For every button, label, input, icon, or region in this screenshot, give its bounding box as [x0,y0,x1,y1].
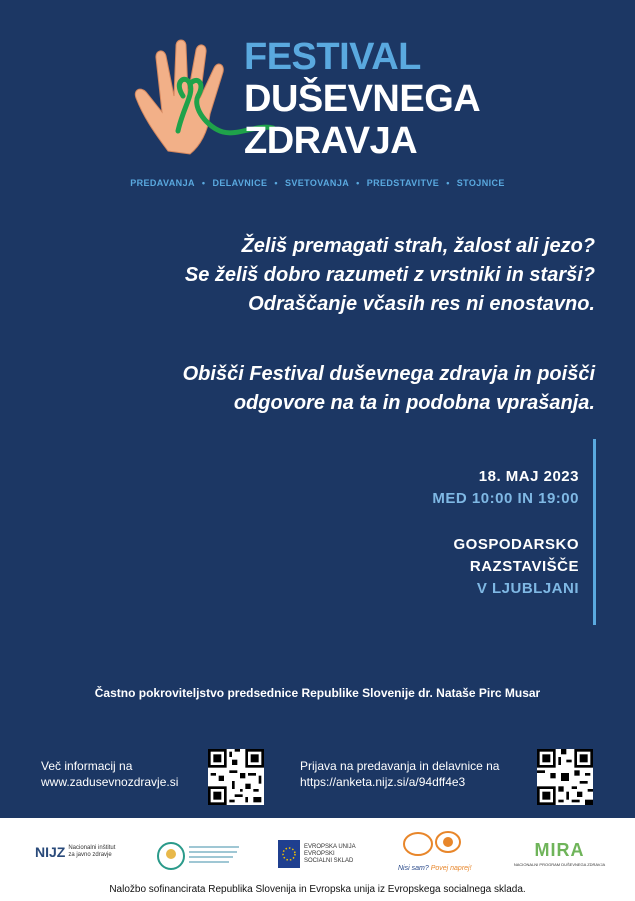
title-festival: FESTIVAL [244,36,421,78]
funding-note: Naložbo sofinancirata Republika Slovenija in Evropska unija iz Evropskega socialnega sklada. [109,884,526,895]
category-list [0,178,635,188]
more-info [41,758,178,790]
intro-line: Želiš premagati strah, žalost ali jezo? [241,235,595,257]
title-zdravja: ZDRAVJA [244,120,418,162]
more-info-url[interactable]: www.zadusevnozdravje.si [41,775,179,789]
ministry-logo-icon [155,840,245,876]
category-delavnice: DELAVNICE [212,178,268,188]
category-separator: • [201,178,206,188]
venue-line3: V LJUBLJANI [476,580,579,597]
nijz-logo [35,844,115,884]
nisi-sam-text: Nisi sam? [398,865,429,872]
intro-invitation [35,360,595,418]
nijz-name-line1: Nacionalni inštitut [68,845,116,851]
venue-line1: GOSPODARSKO [453,536,579,553]
event-time: MED 10:00 IN 19:00 [432,490,579,507]
eu-flag-icon [278,840,300,868]
category-stojnice: STOJNICE [456,178,505,188]
mira-subtitle: NACIONALNI PROGRAM DUŠEVNEGA ZDRAVJA [513,862,606,867]
eu-text-line1: EVROPSKA UNIJA [304,844,356,850]
intro-line: Se želiš dobro razumeti z vrstniki in starši? [184,264,595,286]
eu-logo [278,840,356,880]
invite-line: odgovore na ta in podobna vprašanja. [233,392,595,414]
venue-line2: RAZSTAVIŠČE [469,558,579,575]
mira-logo [512,840,607,880]
eu-text-line3: SOCIALNI SKLAD [304,858,354,864]
nijz-name-line2: za javno zdravje [68,852,112,858]
category-separator: • [446,178,450,188]
category-predstavitve: PREDSTAVITVE [366,178,440,188]
category-separator: • [356,178,360,188]
patronage-text: Častno pokroviteljstvo predsednice Republike Slovenije dr. Nataše Pirc Musar [94,686,541,700]
povej-naprej-text: Povej naprej! [430,865,472,872]
category-svetovanja: SVETOVANJA [284,178,350,188]
speech-bubbles-icon [398,830,468,860]
eu-text-line2: EVROPSKI [304,851,335,857]
vertical-divider [593,439,596,625]
category-predavanja: PREDAVANJA [130,178,195,188]
qr-code-info-icon[interactable] [208,749,264,805]
intro-questions [35,232,595,319]
qr-code-registration-icon[interactable] [537,749,593,805]
nijz-abbr: NIJZ [35,844,66,860]
title-dusevnega: DUŠEVNEGA [244,78,481,120]
invite-line: Obišči Festival duševnega zdravja in poišči [182,363,595,385]
more-info-label: Več informacij na [41,759,133,773]
nisi-sam-logo [398,830,478,870]
mira-title: MIRA [534,840,585,860]
registration-url[interactable]: https://anketa.nijz.si/a/94dff4e3 [300,775,466,789]
registration-label: Prijava na predavanja in delavnice na [300,759,500,773]
event-date: 18. MAJ 2023 [478,468,579,485]
category-separator: • [274,178,278,188]
intro-line: Odraščanje včasih res ni enostavno. [248,293,595,315]
registration-info [300,758,499,790]
